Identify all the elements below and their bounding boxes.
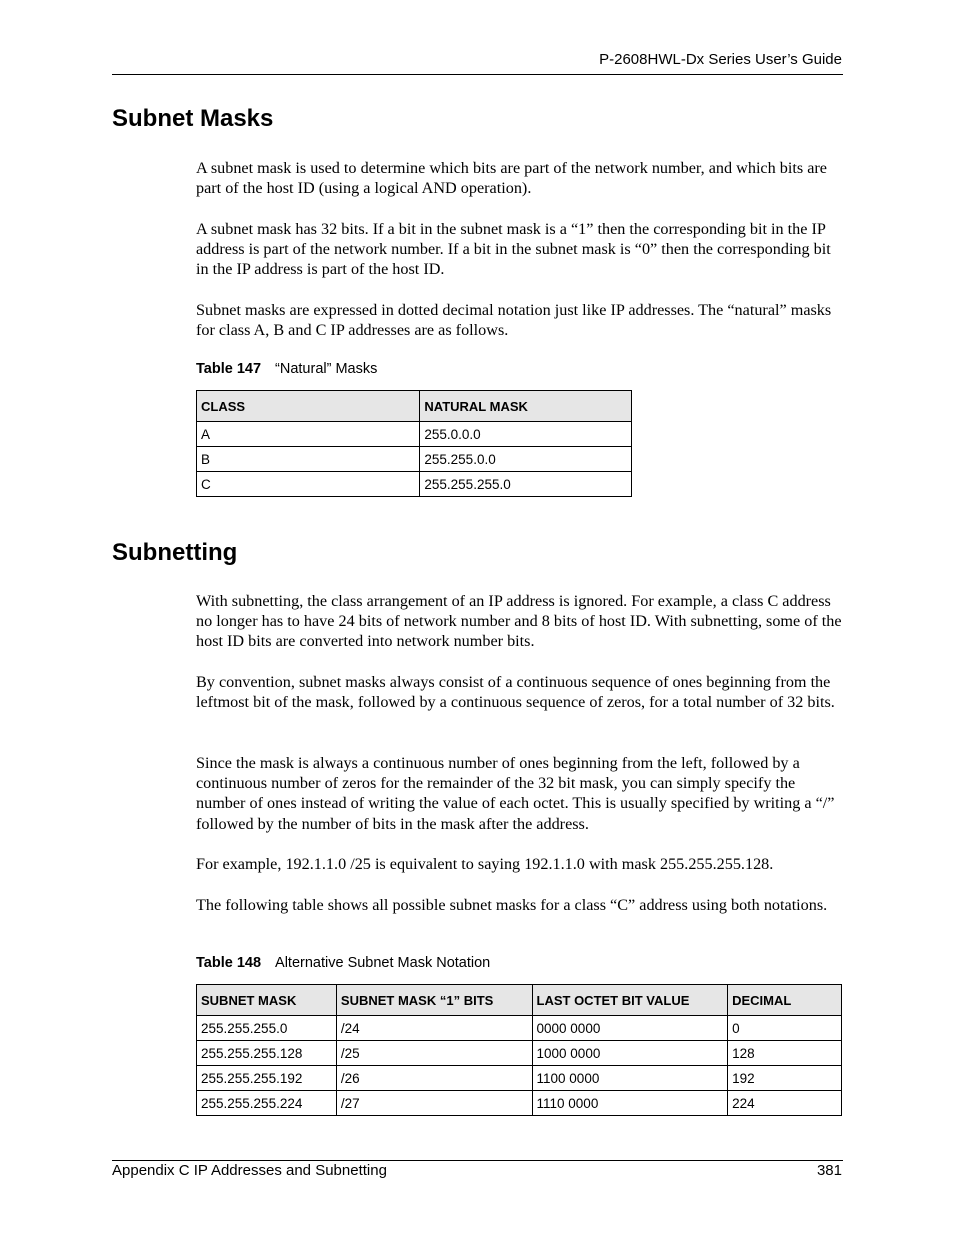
paragraph: The following table shows all possible subnet masks for a class “C” address using both notations.: [196, 896, 828, 914]
paragraph: By convention, subnet masks always consist of a continuous sequence of ones beginning from the leftmost bit of the mask, followed by a continuous sequence of zeros, for a total number of 32 bits.: [196, 673, 835, 712]
table-cell: B: [197, 447, 420, 472]
paragraph: With subnetting, the class arrangement of an IP address is ignored. For example, a class C address no longer has to have 24 bits of network number and 8 bits of host ID. With subnetting, some of the host ID bits are converted into network number bits.: [196, 592, 842, 651]
paragraph: Since the mask is always a continuous number of ones beginning from the left, followed by a continuous number of zeros for the remainder of the 32 bit mask, you can simply specify the number of ones instead of writing the value of each octet. This is usually specified by writing a “/” followed by the number of bits in the mask after the address.: [196, 754, 835, 833]
table-header-row: [197, 391, 632, 422]
header-rule: [112, 74, 843, 75]
table-header-cell: LAST OCTET BIT VALUE: [532, 985, 728, 1016]
table-cell: 0000 0000: [532, 1016, 728, 1041]
table-cell: 1100 0000: [532, 1066, 728, 1091]
table-header-cell: NATURAL MASK: [420, 391, 632, 422]
table-cell: 224: [728, 1091, 842, 1116]
table-cell: 255.255.255.0: [197, 1016, 337, 1041]
table-cell: /27: [336, 1091, 532, 1116]
paragraph: A subnet mask is used to determine which bits are part of the network number, and which bits are part of the host ID (using a logical AND operation).: [196, 159, 827, 198]
paragraph: Subnet masks are expressed in dotted decimal notation just like IP addresses. The “natural” masks for class A, B and C IP addresses are as follows.: [196, 301, 832, 340]
table-caption-label: Table 147: [196, 361, 262, 377]
table-caption-title: Alternative Subnet Mask Notation: [275, 955, 491, 971]
table-cell: 255.255.255.0: [420, 472, 632, 497]
table-row: [197, 1016, 842, 1041]
table-cell: 255.255.255.128: [197, 1041, 337, 1066]
table-cell: 1000 0000: [532, 1041, 728, 1066]
natural-masks-table: [196, 390, 632, 497]
table-caption: [196, 955, 490, 971]
table-row: [197, 1091, 842, 1116]
table-cell: C: [197, 472, 420, 497]
table-header-cell: SUBNET MASK “1” BITS: [336, 985, 532, 1016]
paragraph: A subnet mask has 32 bits. If a bit in the subnet mask is a “1” then the corresponding bit in the IP address is part of the network number. If a bit in the subnet mask is “0” then the corresponding bit in the IP address is part of the host ID.: [196, 220, 831, 279]
table-cell: 1110 0000: [532, 1091, 728, 1116]
table-cell: 255.255.255.224: [197, 1091, 337, 1116]
table-row: [197, 472, 632, 497]
table-cell: 0: [728, 1016, 842, 1041]
table-cell: 255.255.0.0: [420, 447, 632, 472]
table-row: [197, 422, 632, 447]
table-cell: /25: [336, 1041, 532, 1066]
footer-rule: [112, 1160, 843, 1161]
table-cell: A: [197, 422, 420, 447]
table-header-row: [197, 985, 842, 1016]
table-row: [197, 1066, 842, 1091]
table-cell: /26: [336, 1066, 532, 1091]
table-header-cell: CLASS: [197, 391, 420, 422]
table-header-cell: SUBNET MASK: [197, 985, 337, 1016]
table-caption: [196, 361, 377, 377]
paragraph: For example, 192.1.1.0 /25 is equivalent to saying 192.1.1.0 with mask 255.255.255.128.: [196, 855, 774, 873]
section-heading-subnet-masks: Subnet Masks: [112, 105, 274, 132]
table-cell: 128: [728, 1041, 842, 1066]
table-header-cell: DECIMAL: [728, 985, 842, 1016]
section-heading-subnetting: Subnetting: [112, 539, 238, 566]
table-row: [197, 447, 632, 472]
table-row: [197, 1041, 842, 1066]
running-header: P-2608HWL-Dx Series User’s Guide: [599, 51, 842, 68]
table-cell: /24: [336, 1016, 532, 1041]
table-caption-title: “Natural” Masks: [275, 361, 378, 377]
subnet-mask-notation-table: [196, 984, 842, 1116]
running-footer: Appendix C IP Addresses and Subnetting: [112, 1162, 387, 1179]
table-cell: 255.0.0.0: [420, 422, 632, 447]
page-number: 381: [816, 1162, 842, 1179]
table-cell: 192: [728, 1066, 842, 1091]
table-caption-label: Table 148: [196, 955, 262, 971]
table-cell: 255.255.255.192: [197, 1066, 337, 1091]
